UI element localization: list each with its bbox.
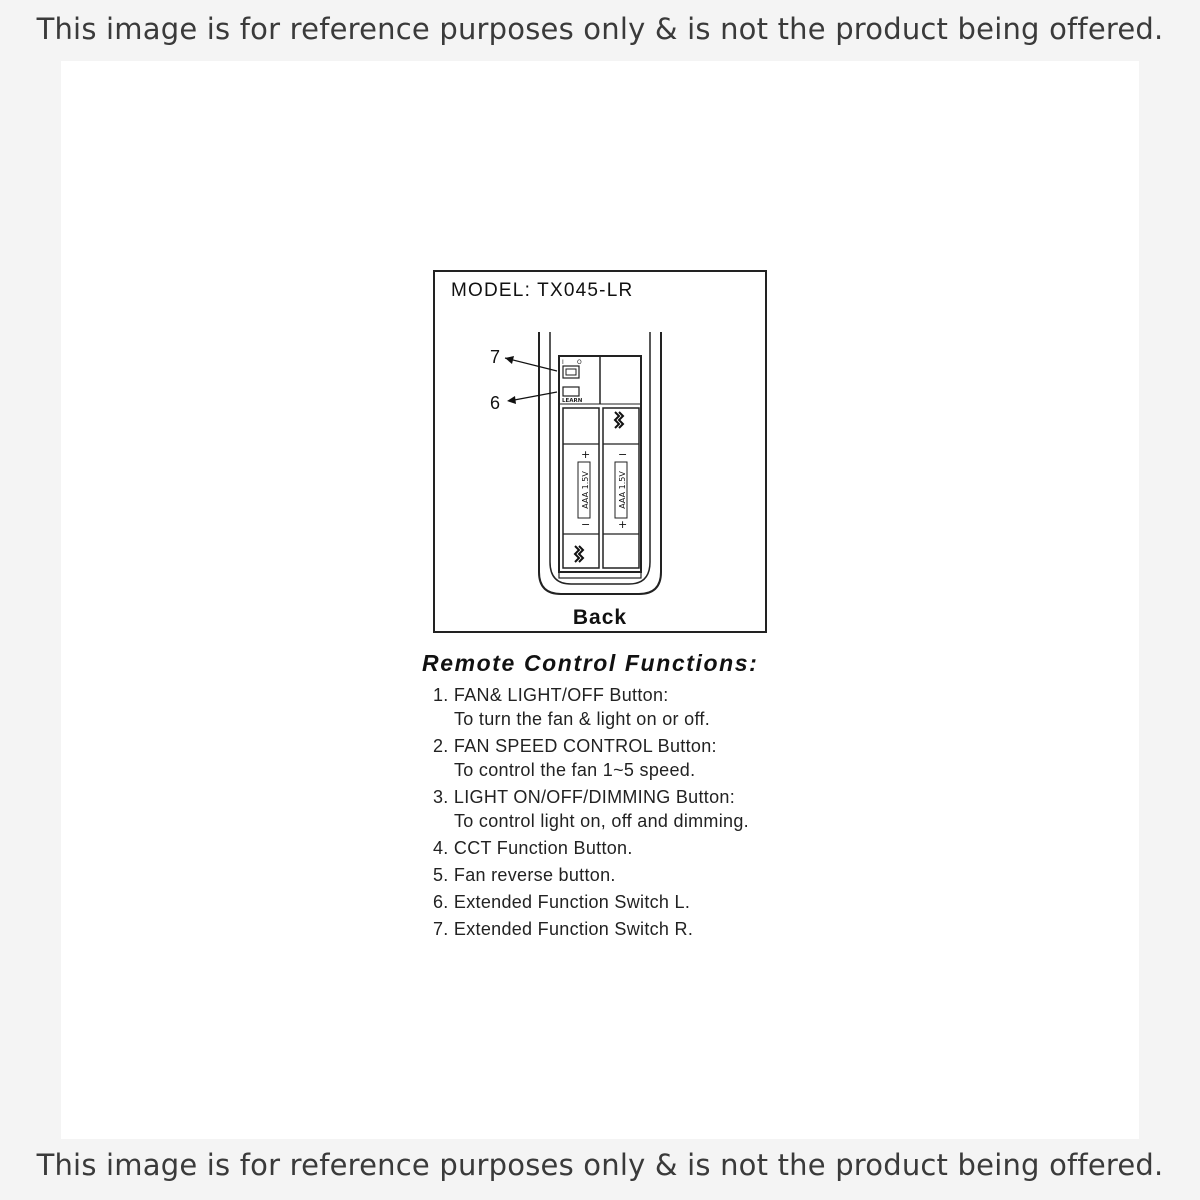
function-description: To control the fan 1~5 speed.	[454, 760, 696, 780]
svg-text:−: −	[581, 518, 591, 531]
disclaimer-banner-bottom: This image is for reference purposes only & is not the product being offered.	[36, 1148, 1164, 1182]
function-title: 3. LIGHT ON/OFF/DIMMING Button:	[433, 787, 736, 807]
svg-text:−: −	[618, 448, 628, 461]
callout-6: 6	[490, 393, 501, 413]
function-item	[433, 734, 840, 782]
svg-text:LEARN: LEARN	[562, 398, 583, 404]
function-title: 4. CCT Function Button.	[433, 838, 633, 858]
function-item	[433, 785, 840, 833]
function-description: To control light on, off and dimming.	[454, 811, 749, 831]
function-item	[433, 890, 840, 914]
svg-text:AAA 1.5V: AAA 1.5V	[581, 471, 590, 509]
svg-text:AAA 1.5V: AAA 1.5V	[618, 471, 627, 509]
function-title: 7. Extended Function Switch R.	[433, 919, 694, 939]
switch-l-icon	[562, 387, 583, 404]
view-label: Back	[572, 606, 628, 629]
remote-back-diagram	[433, 270, 767, 633]
function-description: To turn the fan & light on or off.	[454, 709, 711, 729]
remote-functions-section	[420, 650, 840, 944]
function-item	[433, 917, 840, 941]
svg-text:+: +	[618, 518, 628, 531]
model-label: MODEL: TX045-LR	[451, 280, 634, 301]
functions-list	[420, 683, 840, 941]
functions-title: Remote Control Functions:	[422, 650, 759, 676]
callout-arrow-7	[505, 356, 557, 371]
svg-text:I: I	[562, 359, 564, 366]
svg-text:+: +	[581, 448, 591, 461]
svg-text:O: O	[577, 359, 582, 366]
function-title: 6. Extended Function Switch L.	[433, 892, 691, 912]
function-title: 2. FAN SPEED CONTROL Button:	[433, 736, 717, 756]
function-item	[433, 683, 840, 731]
function-item	[433, 836, 840, 860]
switch-r-icon	[562, 359, 582, 378]
function-title: 1. FAN& LIGHT/OFF Button:	[433, 685, 669, 705]
remote-back-illustration	[435, 272, 765, 631]
disclaimer-banner-top: This image is for reference purposes only & is not the product being offered.	[36, 12, 1164, 46]
function-item	[433, 863, 840, 887]
function-title: 5. Fan reverse button.	[433, 865, 616, 885]
callout-7: 7	[490, 347, 501, 367]
